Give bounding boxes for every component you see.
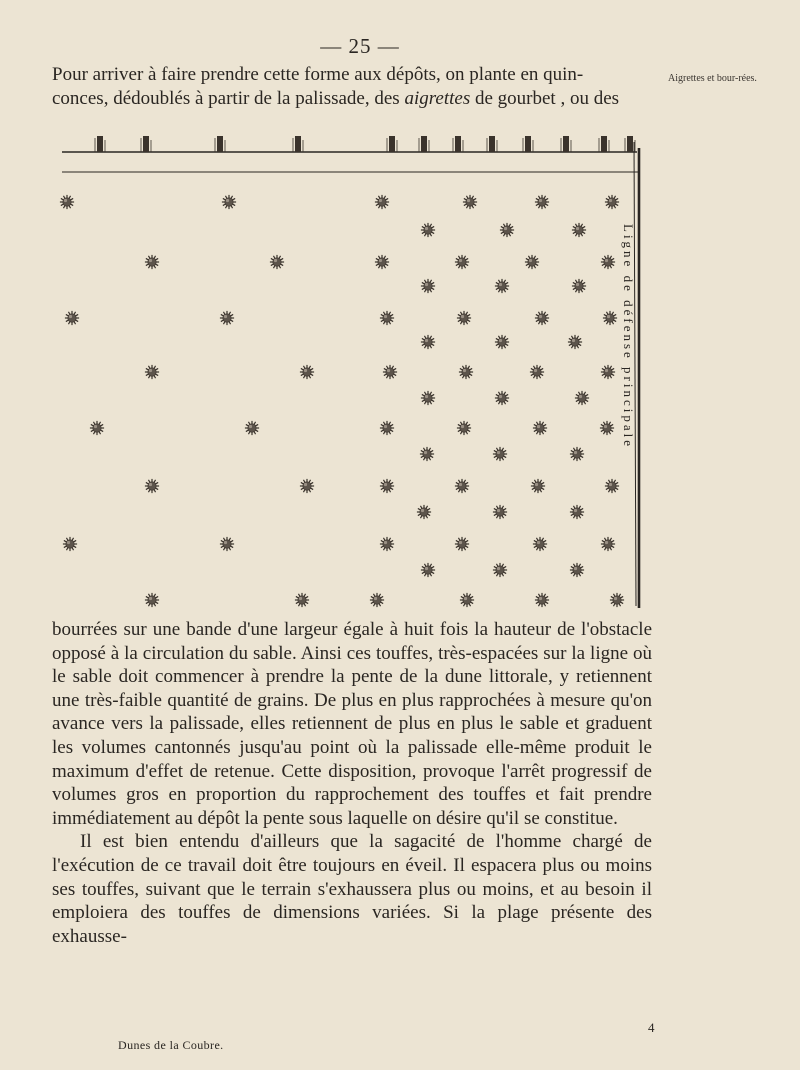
sand-tuft-marker [417, 505, 431, 519]
page-number: — 25 — [320, 34, 400, 58]
sand-tuft-marker [610, 593, 624, 607]
sand-tuft-marker [533, 537, 547, 551]
sand-tuft-marker [375, 195, 389, 209]
sand-tuft-marker [145, 255, 159, 269]
palisade-post [601, 136, 607, 152]
italic-term: aigrettes [404, 87, 471, 109]
sand-tuft-marker [533, 421, 547, 435]
sand-tuft-marker [493, 505, 507, 519]
palisade-post [455, 136, 461, 152]
sand-tuft-marker [63, 537, 77, 551]
planting-diagram [52, 128, 662, 613]
palisade-post [489, 136, 495, 152]
sand-tuft-marker [601, 255, 615, 269]
sand-tuft-marker [525, 255, 539, 269]
sand-tuft-marker [420, 447, 434, 461]
palisade-post [295, 136, 301, 152]
bottom-text [52, 618, 652, 948]
sand-tuft-marker [603, 311, 617, 325]
sand-tuft-marker [493, 563, 507, 577]
sand-tuft-marker [145, 365, 159, 379]
sand-tuft-marker [457, 311, 471, 325]
sand-tuft-marker [495, 279, 509, 293]
sand-tuft-marker [570, 563, 584, 577]
sand-tuft-marker [375, 255, 389, 269]
sand-tuft-marker [220, 537, 234, 551]
sand-tuft-marker [270, 255, 284, 269]
sand-tuft-marker [605, 195, 619, 209]
sand-tuft-marker [575, 391, 589, 405]
sand-tuft-marker [380, 311, 394, 325]
sand-tuft-marker [222, 195, 236, 209]
sand-tuft-marker [459, 365, 473, 379]
bottom-paragraph-1: bourrées sur une bande d'une largeur égale à huit fois la hauteur de l'obstacle opposé à la circulation du sable. Ainsi ces touffes, très-espacées sur la ligne où le sable doit commencer à prendre la pente de la dune littorale, y retiennent une très-faible quantité de grains. De plus en plus rapprochées à mesure qu'on avance vers la palissade, elles retiennent de plus en plus le sable et graduent les volumes cantonnés jusqu'au point où la palissade elle-même produit le maximum d'effet de retenue. Cette disposition, provoque l'arrêt progressif de volumes gros en proportion du rapprochement des touffes et fait prendre immédiatement au dépôt la pente sous laquelle on désire qu'il se constitue. [52, 619, 652, 829]
sand-tuft-marker [535, 311, 549, 325]
sand-tuft-marker [380, 537, 394, 551]
sand-tuft-marker [421, 391, 435, 405]
sand-tuft-marker [421, 279, 435, 293]
top-line-2: conces, dédoublés à partir de la palissade, des aigrettes de gourbet , ou des [52, 87, 620, 109]
sand-tuft-marker [531, 479, 545, 493]
sand-tuft-marker [421, 563, 435, 577]
sand-tuft-marker [300, 479, 314, 493]
defense-line-label: Ligne de défense principale [621, 224, 636, 450]
palisade-post [143, 136, 149, 152]
sand-tuft-marker [380, 479, 394, 493]
margin-note: Aigrettes et bour-rées. [668, 73, 757, 84]
sand-tuft-marker [535, 593, 549, 607]
top-paragraph [52, 63, 652, 110]
planting-diagram-svg [52, 128, 662, 613]
sand-tuft-marker [530, 365, 544, 379]
sand-tuft-marker [60, 195, 74, 209]
sand-tuft-marker [570, 447, 584, 461]
sand-tuft-marker [463, 195, 477, 209]
palisade-post [217, 136, 223, 152]
sand-tuft-marker [572, 223, 586, 237]
sand-tuft-marker [493, 447, 507, 461]
sand-tuft-marker [380, 421, 394, 435]
sand-tuft-marker [605, 479, 619, 493]
sand-tuft-marker [370, 593, 384, 607]
sand-tuft-marker [600, 421, 614, 435]
sand-tuft-marker [568, 335, 582, 349]
sand-tuft-marker [295, 593, 309, 607]
sand-tuft-marker [601, 537, 615, 551]
sand-tuft-marker [500, 223, 514, 237]
sand-tuft-marker [145, 479, 159, 493]
sand-tuft-marker [65, 311, 79, 325]
palisade-post [627, 136, 633, 152]
palisade-post [389, 136, 395, 152]
sand-tuft-marker [145, 593, 159, 607]
sand-tuft-marker [457, 421, 471, 435]
palisade-post [421, 136, 427, 152]
sand-tuft-marker [421, 335, 435, 349]
sand-tuft-marker [460, 593, 474, 607]
sand-tuft-marker [535, 195, 549, 209]
sand-tuft-marker [245, 421, 259, 435]
sand-tuft-marker [495, 335, 509, 349]
sand-tuft-marker [495, 391, 509, 405]
sand-tuft-marker [570, 505, 584, 519]
footer-source: Dunes de la Coubre. [118, 1038, 224, 1052]
top-line-1: Pour arriver à faire prendre cette forme aux dépôts, on plante en quin- [52, 64, 584, 85]
sand-tuft-marker [300, 365, 314, 379]
signature-mark: 4 [648, 1020, 655, 1035]
palisade-post [525, 136, 531, 152]
sand-tuft-marker [383, 365, 397, 379]
sand-tuft-marker [572, 279, 586, 293]
sand-tuft-marker [455, 255, 469, 269]
palisade-post [563, 136, 569, 152]
sand-tuft-marker [421, 223, 435, 237]
sand-tuft-marker [455, 537, 469, 551]
sand-tuft-marker [90, 421, 104, 435]
bottom-paragraph-2: Il est bien entendu d'ailleurs que la sagacité de l'homme chargé de l'exécution de ce travail doit être toujours en éveil. Il espacera plus ou moins ses touffes, suivant que le terrain s'exhaussera plus ou moins, et au besoin il emploiera des touffes de dimensions variées. Si la plage présente des exhausse- [52, 831, 652, 947]
sand-tuft-marker [601, 365, 615, 379]
sand-tuft-marker [220, 311, 234, 325]
palisade-post [97, 136, 103, 152]
sand-tuft-marker [455, 479, 469, 493]
